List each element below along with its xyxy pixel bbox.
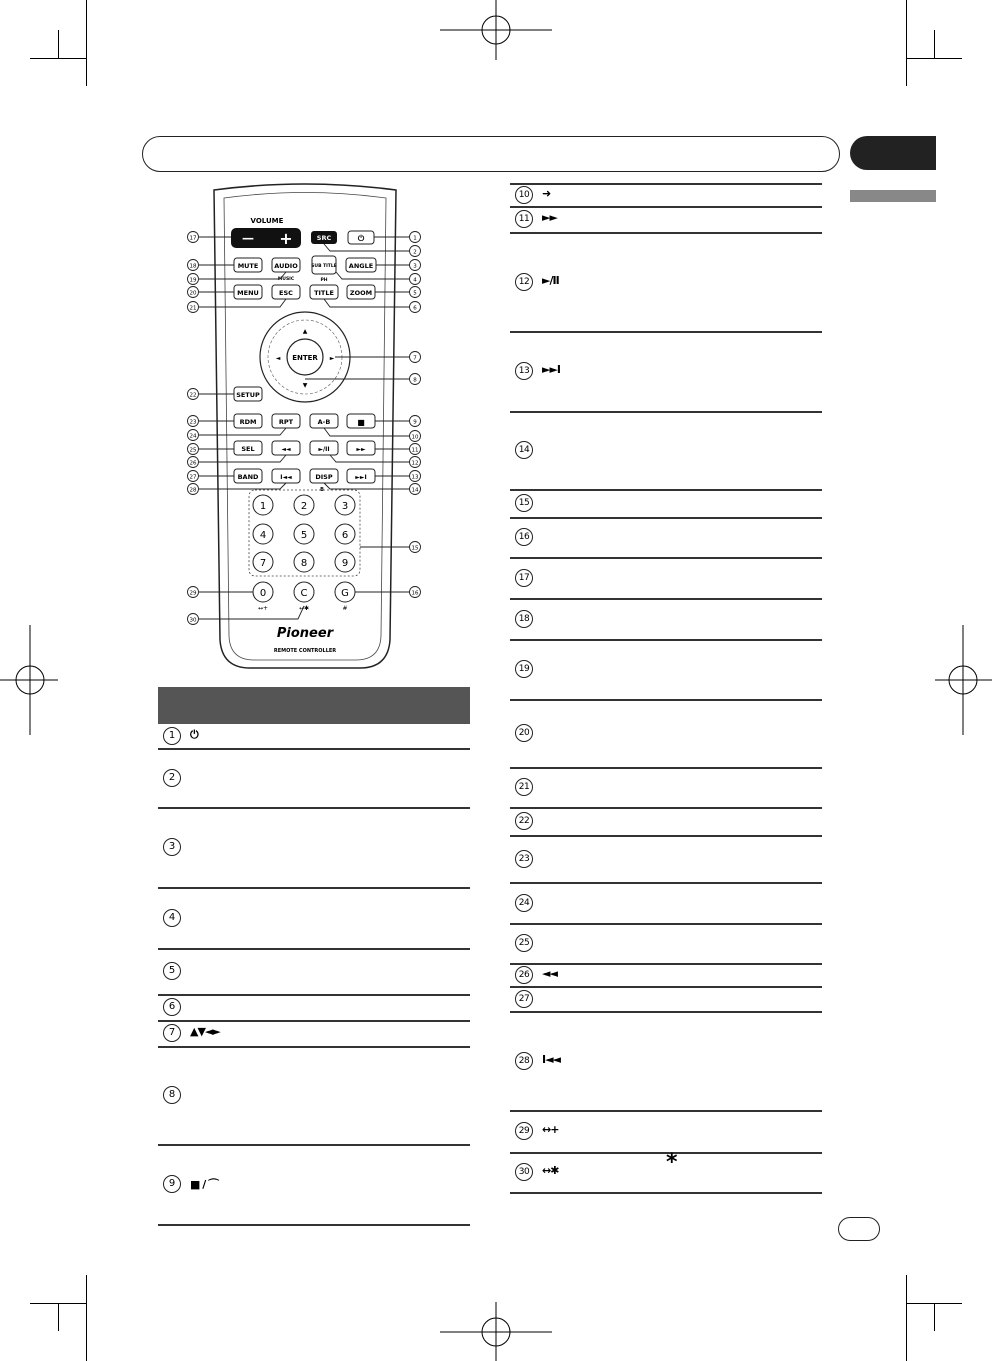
chapter-header-bar <box>142 136 840 172</box>
callout-25-label: 25 <box>189 447 197 454</box>
enter-label: ENTER <box>292 354 318 362</box>
callout-21-label: 21 <box>189 305 197 312</box>
callout-6-label: 6 <box>413 305 417 312</box>
row-divider <box>510 1011 822 1013</box>
row-divider <box>510 331 822 333</box>
row-number: 11 <box>515 210 533 228</box>
callout-2-label: 2 <box>413 249 417 256</box>
row-number: 13 <box>515 362 533 380</box>
row-number: 27 <box>515 990 533 1008</box>
row-symbol-icon: ➜ <box>542 186 551 200</box>
setup-label: SETUP <box>236 391 260 399</box>
callout-1-label: 1 <box>413 235 417 242</box>
row-divider <box>158 748 470 750</box>
row-number: 20 <box>515 724 533 742</box>
power-icon: ⏻ <box>357 234 365 243</box>
rdm-label: RDM <box>239 418 257 426</box>
row-number: 15 <box>515 494 533 512</box>
row-divider <box>510 411 822 413</box>
band-label: BAND <box>237 473 259 481</box>
row-number: 12 <box>515 273 533 291</box>
play-pause-icon: ►/II <box>318 446 330 453</box>
row-number: 2 <box>163 769 181 787</box>
mute-label: MUTE <box>237 262 259 270</box>
row-number: 22 <box>515 812 533 830</box>
row-number: 9 <box>163 1175 181 1193</box>
row-number: 16 <box>515 528 533 546</box>
esc-label: ESC <box>279 289 293 297</box>
rewind-icon: ◄◄ <box>281 446 291 453</box>
disp-label: DISP <box>315 473 333 481</box>
row-divider <box>510 923 822 925</box>
callout-16-label: 16 <box>411 590 419 597</box>
callout-23-label: 23 <box>189 419 197 426</box>
g-label: G <box>341 588 349 599</box>
callout-7-label: 7 <box>413 355 417 362</box>
ab-label: A-B <box>317 418 331 426</box>
callout-30-label: 30 <box>189 617 197 624</box>
digit-label: 6 <box>341 530 349 541</box>
callout-9-label: 9 <box>413 419 417 426</box>
callout-22-label: 22 <box>189 392 197 399</box>
down-arrow-icon: ▼ <box>302 382 308 389</box>
angle-label: ANGLE <box>348 262 374 270</box>
row-divider <box>158 887 470 889</box>
callout-13-label: 13 <box>411 474 419 481</box>
callout-18-label: 18 <box>189 263 197 270</box>
left-arrow-icon: ◄ <box>275 355 281 362</box>
callout-19-label: 19 <box>189 277 197 284</box>
subtitle-sublabel: PH <box>320 278 328 283</box>
row-symbol-icon: ↔+ <box>542 1123 559 1136</box>
row-divider <box>510 557 822 559</box>
row-symbol-icon: ►►I <box>542 363 561 376</box>
row-number: 30 <box>515 1163 533 1181</box>
row-number: 28 <box>515 1052 533 1070</box>
numeric-keypad <box>253 495 355 572</box>
callout-5-label: 5 <box>413 290 417 297</box>
row-symbol-icon: ⏻ <box>190 728 198 741</box>
digit-label: 4 <box>259 530 267 541</box>
row-number: 18 <box>515 610 533 628</box>
sel-label: SEL <box>241 445 255 453</box>
g-sublabel: # <box>342 605 348 612</box>
volume-plus-button: + <box>279 229 293 248</box>
stop-icon: ■ <box>357 418 365 427</box>
c-label: C <box>300 588 308 599</box>
row-divider <box>158 807 470 809</box>
row-number: 6 <box>163 998 181 1016</box>
zoom-label: ZOOM <box>349 289 373 297</box>
row-symbol-icon: ↔✱ <box>542 1164 559 1177</box>
row-number: 10 <box>515 186 533 204</box>
page-number-badge <box>838 1217 880 1241</box>
callout-26-label: 26 <box>189 460 197 467</box>
callout-15-label: 15 <box>411 545 419 552</box>
callout-14-label: 14 <box>411 487 419 494</box>
row-divider <box>510 598 822 600</box>
row-divider <box>158 1020 470 1022</box>
row-divider <box>510 183 822 185</box>
row-divider <box>510 1110 822 1112</box>
zero-sublabel: ↔+ <box>257 605 269 612</box>
volume-label: VOLUME <box>250 217 284 225</box>
row-number: 19 <box>515 660 533 678</box>
callout-11-label: 11 <box>411 447 419 454</box>
menu-label: MENU <box>237 289 259 297</box>
row-number: 3 <box>163 838 181 856</box>
row-number: 29 <box>515 1122 533 1140</box>
row-divider <box>158 948 470 950</box>
row-divider <box>510 807 822 809</box>
table-header <box>158 687 470 724</box>
row-number: 21 <box>515 778 533 796</box>
row-divider <box>510 517 822 519</box>
row-divider <box>158 1144 470 1146</box>
row-divider <box>510 986 822 988</box>
callout-3-label: 3 <box>413 263 417 270</box>
asterisk-symbol: * <box>666 1150 678 1175</box>
rpt-label: RPT <box>278 418 294 426</box>
up-arrow-icon: ▲ <box>302 328 308 335</box>
src-label: SRC <box>316 234 332 242</box>
row-number: 7 <box>163 1024 181 1042</box>
row-symbol-icon: ◄◄ <box>542 966 557 980</box>
digit-label: 2 <box>300 501 308 512</box>
row-divider <box>510 232 822 234</box>
row-number: 24 <box>515 894 533 912</box>
callout-10-label: 10 <box>411 434 419 441</box>
row-divider <box>510 882 822 884</box>
row-number: 4 <box>163 909 181 927</box>
digit-label: 3 <box>341 501 349 512</box>
zero-label: 0 <box>259 588 267 599</box>
row-divider <box>510 767 822 769</box>
remote-control-illustration <box>180 178 440 670</box>
row-number: 5 <box>163 962 181 980</box>
row-number: 1 <box>163 727 181 745</box>
previous-icon: I◄◄ <box>280 474 292 481</box>
next-icon: ►►I <box>355 474 367 481</box>
row-divider <box>510 206 822 208</box>
row-number: 25 <box>515 934 533 952</box>
row-divider <box>510 963 822 965</box>
chapter-tab <box>850 136 936 170</box>
digit-label: 5 <box>300 530 308 541</box>
audio-sublabel: MUSIC <box>277 277 295 282</box>
title-label: TITLE <box>314 289 334 297</box>
callout-27-label: 27 <box>189 474 197 481</box>
digit-label: 1 <box>259 501 267 512</box>
row-number: 23 <box>515 850 533 868</box>
row-divider <box>158 994 470 996</box>
fast-forward-icon: ►► <box>356 446 366 453</box>
row-symbol-icon: ►/II <box>542 273 559 287</box>
row-symbol-icon: ■ / ⌒ <box>190 1178 219 1191</box>
row-number: 8 <box>163 1086 181 1104</box>
row-divider <box>510 699 822 701</box>
digit-label: 7 <box>259 558 267 569</box>
digit-label: 9 <box>341 558 349 569</box>
row-divider <box>158 1224 470 1226</box>
callout-29-label: 29 <box>189 590 197 597</box>
callout-24-label: 24 <box>189 433 197 440</box>
row-symbol-icon: ▲▼◄► <box>190 1025 220 1038</box>
callout-28-label: 28 <box>189 487 197 494</box>
row-divider <box>158 1046 470 1048</box>
callout-4-label: 4 <box>413 277 417 284</box>
row-symbol-icon: I◄◄ <box>542 1052 561 1066</box>
row-number: 26 <box>515 966 533 984</box>
row-number: 14 <box>515 441 533 459</box>
row-number: 17 <box>515 569 533 587</box>
callout-17-label: 17 <box>189 235 197 242</box>
remote-controller-label: REMOTE CONTROLLER <box>273 648 337 654</box>
right-arrow-icon: ► <box>329 355 335 362</box>
row-divider <box>510 489 822 491</box>
c-sublabel: ↔✱ <box>298 605 310 612</box>
volume-minus-button: — <box>242 231 254 245</box>
subtitle-label: SUB TITLE <box>311 264 337 269</box>
pioneer-logo: Pioneer <box>276 626 334 641</box>
row-divider <box>510 639 822 641</box>
callout-8-label: 8 <box>413 377 417 384</box>
callout-12-label: 12 <box>411 460 419 467</box>
row-symbol-icon: ►► <box>542 211 557 224</box>
row-divider <box>510 835 822 837</box>
language-tab <box>850 190 936 202</box>
row-divider <box>510 1192 822 1194</box>
digit-label: 8 <box>300 558 308 569</box>
disp-sublabel: B <box>320 487 324 493</box>
audio-label: AUDIO <box>274 262 298 270</box>
callout-20-label: 20 <box>189 290 197 297</box>
